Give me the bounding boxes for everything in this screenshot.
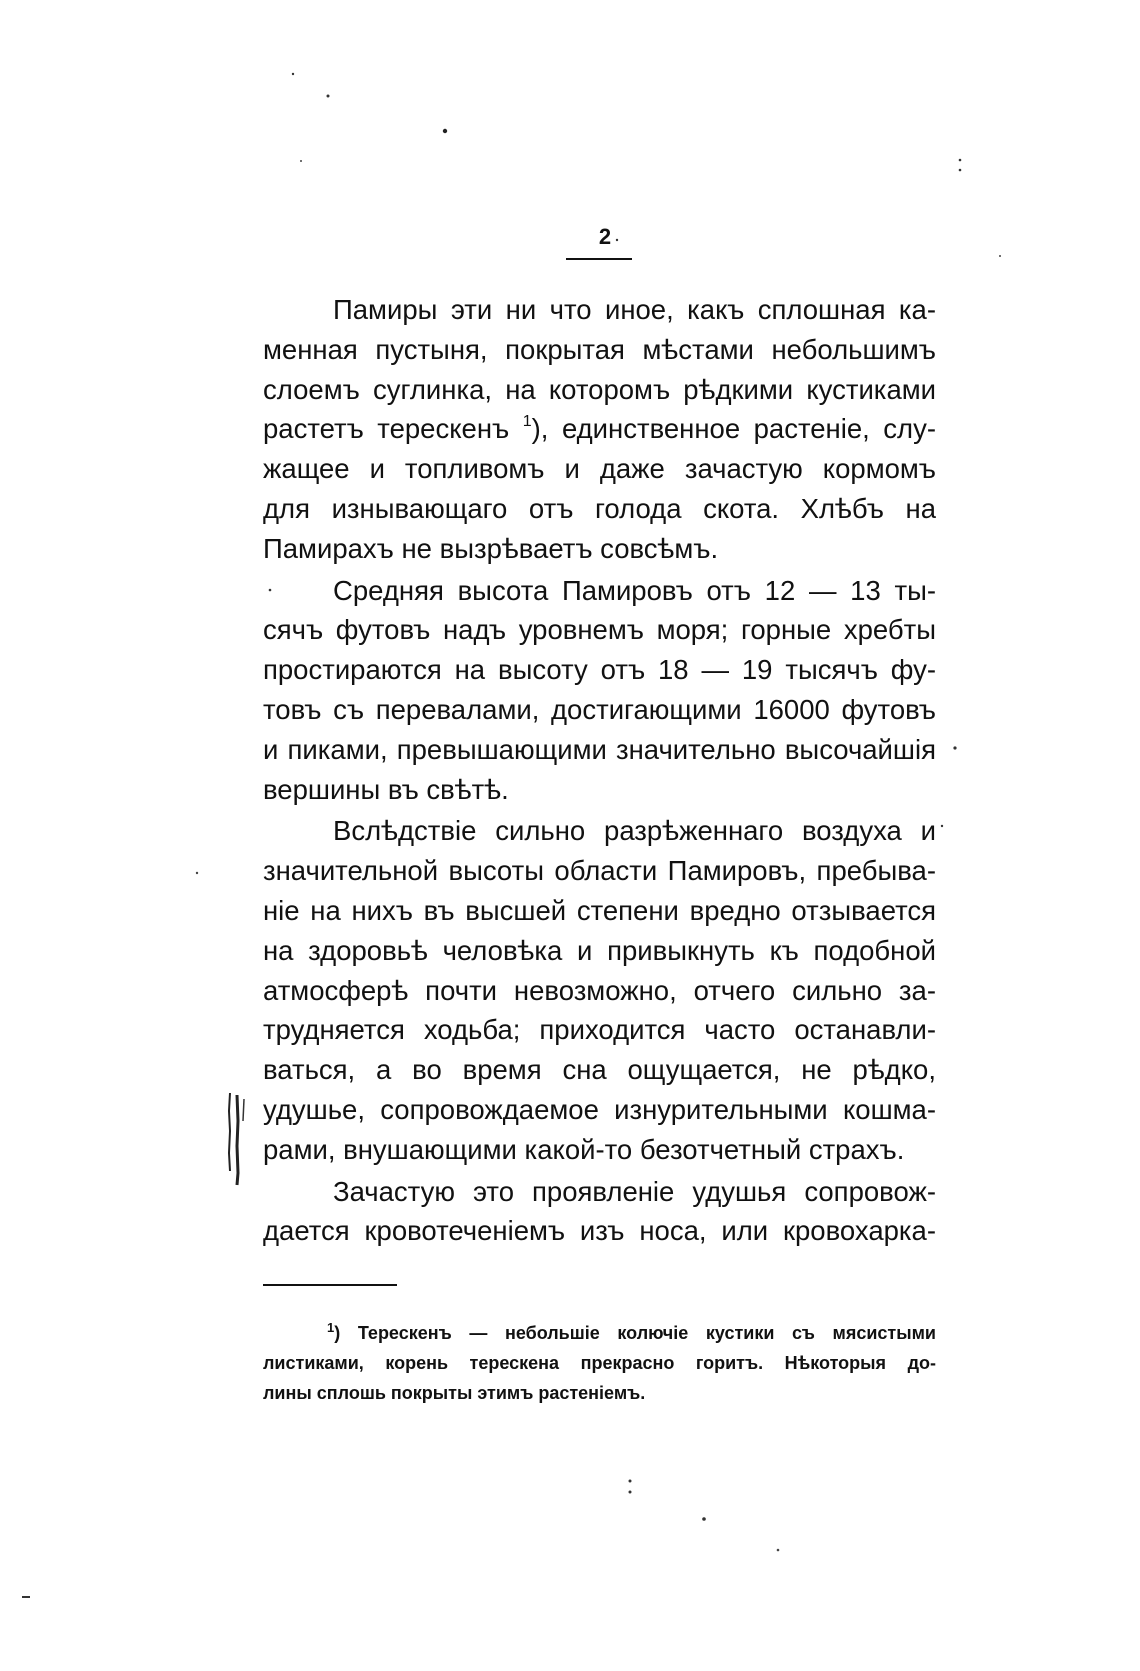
footnote-line: листиками, корень терескена прекрасно горитъ. Нѣкоторыя до- <box>263 1353 936 1373</box>
text-line: вершины въ свѣтѣ. <box>263 773 509 805</box>
page-number: 2 <box>598 224 612 249</box>
footnote-separator <box>263 1284 397 1286</box>
text-line: значительной высоты области Памировъ, пребыва- <box>263 855 936 887</box>
text-line: товъ съ перевалами, достигающими 16000 футовъ <box>263 693 936 725</box>
margin-pencil-mark <box>226 1091 248 1187</box>
text-line: ваться, а во время сна ощущается, не рѣдко, <box>263 1054 936 1086</box>
footnote-line: лины сплошь покрыты этимъ растенiемъ. <box>263 1383 646 1403</box>
text-fragment: ) Терескенъ — небольшiе колючiе кустики съ мясистыми <box>334 1323 936 1343</box>
text-line: Памиры эти ни что иное, какъ сплошная ка- <box>333 294 936 325</box>
footnote-marker: 1 <box>327 1320 335 1335</box>
text-line: Зачастую это проявленiе удушья сопровож- <box>333 1175 936 1207</box>
text-line: жащее и топливомъ и даже зачастую кормомъ <box>263 453 936 485</box>
text-line: Средняя высота Памировъ отъ 12 — 13 ты- <box>333 574 936 606</box>
text-line: Памирахъ не вызрѣваетъ совсѣмъ. <box>263 532 719 564</box>
text-line: атмосферѣ почти невозможно, отчего сильно за- <box>263 974 936 1006</box>
text-line: трудняется ходьба; приходится часто останавли- <box>263 1014 936 1046</box>
footnote-line <box>263 1318 936 1348</box>
text-line: рами, внушающими какой-то безотчетный страхъ. <box>263 1133 905 1165</box>
text-line: сячъ футовъ надъ уровнемъ моря; горные хребты <box>263 614 936 646</box>
text-line: нiе на нихъ въ высшей степени вредно отзывается <box>263 894 936 926</box>
text-line-with-footnote-ref <box>263 409 936 449</box>
text-fragment: ), единственное растенiе, слу- <box>531 413 936 445</box>
text-line: слоемъ суглинка, на которомъ рѣдкими кустиками <box>263 373 936 405</box>
footnote <box>263 1318 936 1408</box>
text-line: простираются на высоту отъ 18 — 19 тысячъ фу- <box>263 654 936 686</box>
page-number-rule <box>566 258 632 260</box>
text-line: Вслѣдствiе сильно разрѣженнаго воздуха и <box>333 815 936 847</box>
text-line: удушье, сопровождаемое изнурительными кошма- <box>263 1093 936 1125</box>
text-line: на здоровьѣ человѣка и привыкнуть къ подобной <box>263 934 936 966</box>
text-fragment: растетъ терескенъ <box>263 413 523 445</box>
body-text <box>263 290 936 1251</box>
footnote-reference: 1 <box>522 413 532 431</box>
text-line: и пиками, превышающими значительно высочайшiя <box>263 733 936 765</box>
text-line: менная пустыня, покрытая мѣстами небольшимъ <box>263 333 936 365</box>
text-line: для изнывающаго отъ голода скота. Хлѣбъ на <box>263 492 936 524</box>
text-line: дается кровотеченiемъ изъ носа, или кровохарка- <box>263 1215 936 1247</box>
